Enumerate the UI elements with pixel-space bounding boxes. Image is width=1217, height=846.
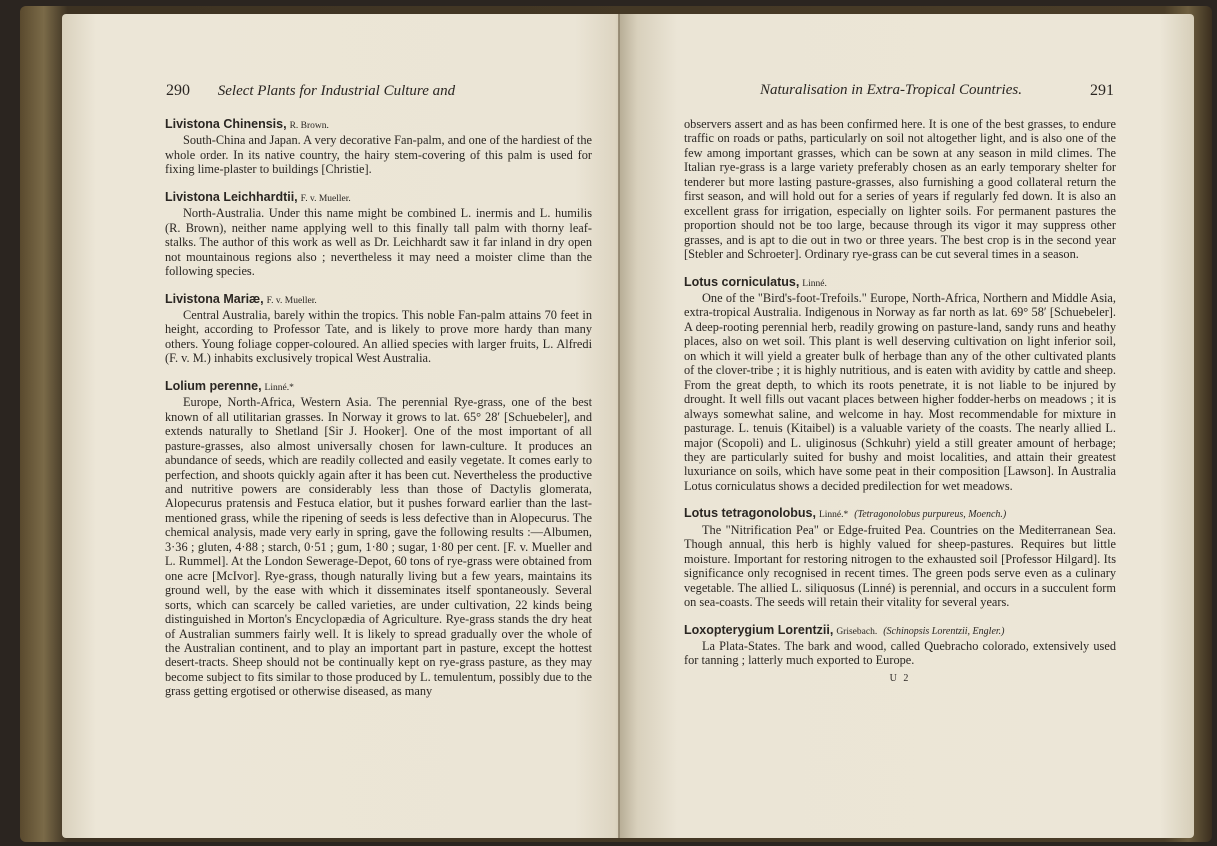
page-number: 290 xyxy=(166,82,190,99)
entry-text: North-Australia. Under this name might be combined L. inermis and L. humilis (R. Brown), neither name applying well to this finally tall palm with thorny leaf-stalks. The author of this work as well as Dr. Leichhardt saw it far inland in dry open not mountainous regions also ; nevertheless it may need a moister clime than the following species. xyxy=(165,206,592,279)
entry-author: R. Brown. xyxy=(289,121,329,131)
entry-livistona-leichhardtii xyxy=(165,190,592,279)
entry-title: Lolium perenne, xyxy=(165,378,262,393)
page-number: 291 xyxy=(1090,82,1114,99)
entry-title: Livistona Leichhardtii, xyxy=(165,189,298,204)
right-running-head xyxy=(760,82,1114,99)
entry-author: F. v. Mueller. xyxy=(300,193,351,204)
entry-author: Linné.* xyxy=(818,510,849,521)
entry-lotus-corniculatus xyxy=(684,275,1116,494)
entry-loxopterygium-lorentzii xyxy=(684,623,1116,668)
entry-title: Livistona Chinensis, xyxy=(165,117,287,131)
left-running-head xyxy=(166,82,455,100)
entry-synonym: (Schinopsis Lorentzii, Engler.) xyxy=(883,625,1005,637)
entry-lolium-perenne xyxy=(165,379,592,699)
right-page xyxy=(620,14,1194,838)
running-title: Naturalisation in Extra-Tropical Countries. xyxy=(760,82,1022,98)
entry-text: Central Australia, barely within the tropics. This noble Fan-palm attains 70 feet in height, according to Professor Tate, and is likely to prove more hardy than many others. Young foliage copper-coloured. An allied species with larger fruits, L. Alfredi (F. v. M.) inhabits exclusively tropical West Australia. xyxy=(165,307,592,366)
entry-livistona-chinensis xyxy=(165,117,592,177)
left-page xyxy=(62,14,632,838)
entry-title: Loxopterygium Lorentzii, xyxy=(684,622,834,637)
entry-text: One of the "Bird's-foot-Trefoils." Europe, North-Africa, Northern and Middle Asia, extra-tropical Australia. Indigenous in Norway as far north as lat. 69° 58′ [Schuebeler]. A deep-rooting perennial herb, readily growing on pasture-land, sandy runs and heathy places, also on wet soil. This plant is well deserving cultivation on light inferior soil, on which it will yield a greater bulk of herbage than any of the other cultivated plants of the clover-tribe ; it is highly nutritious, and is eaten with avidity by cattle and sheep. From the great depth, to which its roots penetrate, it is not liable to be injured by drought. It well fills out vacant places between higher fodder-herbs on meadows ; it is always somewhat saline, and welcome in hay. Most recommendable for mixture in pasturage. L. tenuis (Kitaibel) is a valuable variety of the coasts. The nearly allied L. major (Scopoli) and L. uliginosus (Schkuhr) yield a still greater amount of herbage; they are particularly suited for bushy and moist localities, and attain their greatest luxuriance on soils, which have some peat in their composition [Lawson]. In Australia Lotus corniculatus shows a decided predilection for wet meadows. xyxy=(684,290,1116,493)
entry-lotus-tetragonolobus xyxy=(684,506,1116,609)
entry-continuation xyxy=(684,117,1116,262)
right-page-content xyxy=(684,117,1116,686)
entry-author: Linné.* xyxy=(264,382,294,393)
entry-text: La Plata-States. The bark and wood, called Quebracho colorado, extensively used for tanning ; latterly much exported to Europe. xyxy=(684,638,1116,668)
entry-title: Lotus tetragonolobus, xyxy=(684,506,816,521)
entry-text: observers assert and as has been confirmed here. It is one of the best grasses, to endure traffic on roads or paths, particularly on soil not altogether light, and is also one of the few among important grasses, which can be sown at any season in mild climes. The Italian rye-grass is a large variety preferably chosen as an early temporary shelter for tenderer but more lasting pasture-grasses, also furnishing a good collateral return the first season, and will hold out for a series of years if regularly fed down. It is also an excellent grass for irrigation, especially on lighter soils. For permanent pastures the proportion should not be too large, because through its vigor it may suppress other grasses, and is apt to die out in two or three years. The best crop is in the second year [Stebler and Schroeter]. Ordinary rye-grass can be cut several times in a season. xyxy=(684,117,1116,262)
entry-title: Livistona Mariæ, xyxy=(165,291,264,306)
entry-author: Grisebach. xyxy=(836,626,878,637)
entry-author: Linné. xyxy=(802,278,827,289)
left-page-content xyxy=(165,117,592,712)
entry-title: Lotus corniculatus, xyxy=(684,274,800,289)
entry-text: South-China and Japan. A very decorative Fan-palm, and one of the hardiest of the whole order. In its native country, the hairy stem-covering of this palm is used for fixing lime-plaster to buildings [Christie]. xyxy=(165,133,592,177)
entry-text: The "Nitrification Pea" or Edge-fruited Pea. Countries on the Mediterranean Sea. Though annual, this herb is highly valued for sheep-pastures. Requires but little moisture. Important for restoring nitrogen to the exhausted soil [Professor Hilgard]. Its significance only recognised in recent times. The green pods serve even as a culinary vegetable. The allied L. siliquosus (Linné) is perennial, and occurs in a succulent form on sea-coasts. The seeds will retain their vitality for several years. xyxy=(684,522,1116,610)
signature-mark: U 2 xyxy=(889,672,911,684)
entry-text: Europe, North-Africa, Western Asia. The perennial Rye-grass, one of the best known of all utilitarian grasses. In Norway it grows to lat. 65° 28′ [Schuebeler], and extends naturally to Shetland [Sir J. Hooker]. One of the most important of all pasture-grasses, also almost universally chosen for lawn-culture. It produces an abundance of seeds, which are readily collected and easily vegetate. It comes early to perfection, and shoots quickly again after it has been cut. Nevertheless the productive and nutritive powers are considerably less than those of Dactylis glomerata, Alopecurus pratensis and Festuca elatior, but it pushes forward earlier than the last-mentioned grass, while the ripening of seeds is less defective than in Alopecurus. The chemical analysis, made very early in spring, gave the following results :—Albumen, 3·36 ; gluten, 4·88 ; starch, 0·51 ; gum, 1·80 ; sugar, 1·80 per cent. [F. v. Mueller and L. Rummel]. At the London Sewerage-Depot, 60 tons of rye-grass were obtained from one acre [McIvor]. Rye-grass, though naturally living but a few years, maintains its ground well, by the ease with which it disseminates itself spontaneously. Several sorts, which can scarcely be called varieties, are under cultivation, 22 kinds being distinguished in Morton's Encyclopædia of Agriculture. Rye-grass stands the dry heat of Australian summers fairly well. It is likely to spread gradually over the whole of the Australian continent, and to play an important part in pasture, except the hottest desert-tracts. Sheep should not be continually kept on rye-grass pasture, as they may become subject to fits similar to those produced by L. temulentum, possibly due to the grass getting ergotised or otherwise diseased, as many xyxy=(165,395,592,699)
entry-author: F. v. Mueller. xyxy=(266,295,317,306)
entry-synonym: (Tetragonolobus purpureus, Moench.) xyxy=(854,509,1007,521)
book-spread xyxy=(20,6,1212,842)
entry-livistona-mariae xyxy=(165,292,592,366)
running-title: Select Plants for Industrial Culture and xyxy=(217,83,456,99)
